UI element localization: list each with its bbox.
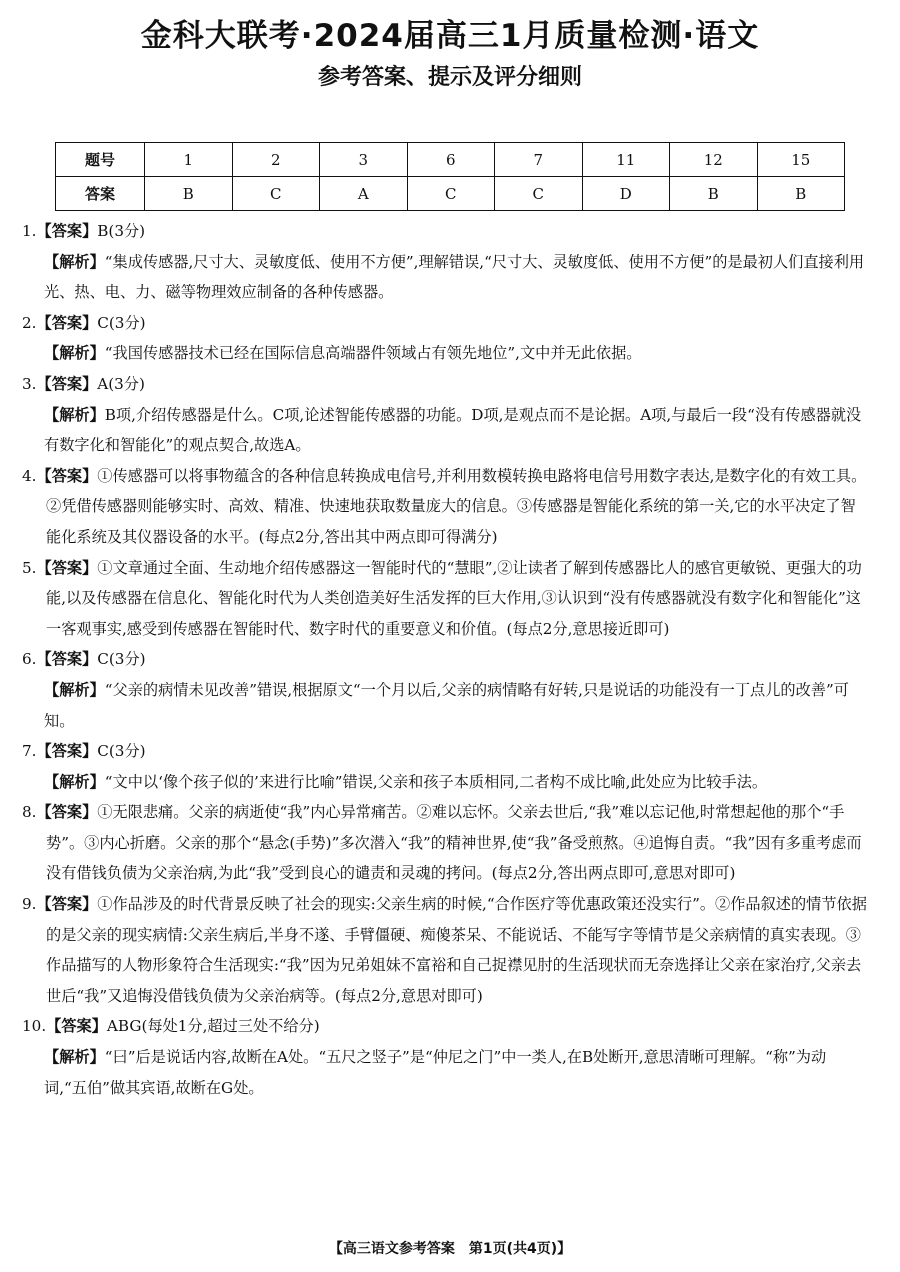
analysis-text: “曰”后是说话内容,故断在A处。“五尺之竖子”是“仲尼之门”中一类人,在B处断开,意思清晰可理解。“称”为动词,“五伯”做其宾语,故断在G处。 <box>44 1048 827 1097</box>
question-cell: 15 <box>757 143 845 177</box>
page-footer: 【高三语文参考答案 第1页(共4页)】 <box>328 1241 572 1257</box>
answer-text: ①无限悲痛。父亲的病逝使“我”内心异常痛苦。②难以忘怀。父亲去世后,“我”难以忘记他,时常想起他的那个“手势”。③内心折磨。父亲的那个“悬念(手势)”多次潜入“我”的精神世界,使“我”备受煎熬。④追悔自责。“我”因有多重考虑而没有借钱负债为父亲治病,为此“我”受到良心的谴责和灵魂的拷问。(每点2分,答出两点即可,意思对即可) <box>46 803 862 883</box>
analysis-tag: 【解析】 <box>44 680 105 699</box>
item-number: 8. <box>22 803 37 822</box>
analysis-text: “集成传感器,尺寸大、灵敏度低、使用不方便”,理解错误,“尺寸大、灵敏度低、使用不方便”的是最初人们直接利用光、热、电、力、磁等物理效应制备的各种传感器。 <box>44 252 865 302</box>
item-number: 2. <box>22 313 37 332</box>
analysis-item-6 <box>22 675 868 736</box>
answer-text: ABG(每处1分,超过三处不给分) <box>106 1017 320 1036</box>
item-number: 5. <box>22 558 37 577</box>
question-cell: 3 <box>320 143 408 177</box>
analysis-tag: 【解析】 <box>44 405 105 424</box>
answer-tag: 【答案】 <box>36 466 98 485</box>
row-label-answer: 答案 <box>56 177 145 211</box>
analysis-text: “父亲的病情未见改善”错误,根据原文“一个月以后,父亲的病情略有好转,只是说话的功能没有一丁点儿的改善”可知。 <box>44 680 849 730</box>
answer-table <box>55 142 845 211</box>
answer-tag: 【答案】 <box>36 558 98 577</box>
question-number-row <box>56 143 845 177</box>
question-cell: 1 <box>145 143 233 177</box>
answer-cell: C <box>407 177 495 211</box>
analysis-item-2 <box>22 338 868 369</box>
question-cell: 11 <box>582 143 670 177</box>
analysis-tag: 【解析】 <box>44 1048 105 1067</box>
page-subtitle: 参考答案、提示及评分细则 <box>317 65 582 90</box>
answer-text: ①作品涉及的时代背景反映了社会的现实:父亲生病的时候,“合作医疗等优惠政策还没实行”。②作品叙述的情节依据的是父亲的现实病情:父亲生病后,半身不遂、手臂僵硬、痴傻茶呆、不能说话、不能写字等情节是父亲病情的真实表现。③作品描写的人物形象符合生活现实:“我”因为兄弟姐妹不富裕和自己捉襟见肘的生活现状而无奈选择让父亲在家治疗,父亲去世后“我”又追悔没借钱负债为父亲治病等。(每点2分,意思对即可) <box>46 895 867 1005</box>
answer-item-8 <box>22 797 868 889</box>
answer-tag: 【答案】 <box>36 895 98 914</box>
question-cell: 6 <box>407 143 495 177</box>
answer-item-10 <box>22 1011 868 1042</box>
answer-tag: 【答案】 <box>36 650 98 669</box>
question-cell: 7 <box>495 143 583 177</box>
answer-cell: C <box>232 177 320 211</box>
answer-tag: 【答案】 <box>36 313 98 332</box>
answer-tag: 【答案】 <box>36 742 98 761</box>
answer-item-4 <box>22 461 868 553</box>
item-number: 4. <box>22 466 37 485</box>
answer-text: C(3分) <box>97 650 146 669</box>
answer-tag: 【答案】 <box>36 222 98 240</box>
answer-text: C(3分) <box>97 313 146 332</box>
answer-cell: C <box>495 177 583 211</box>
page-title: 金科大联考·2024届高三1月质量检测·语文 <box>140 18 760 54</box>
item-number: 6. <box>22 650 37 669</box>
answer-row <box>56 177 845 211</box>
analysis-item-7 <box>22 767 868 798</box>
item-number: 9. <box>22 895 37 914</box>
analysis-text: “文中以‘像个孩子似的’来进行比喻”错误,父亲和孩子本质相同,二者构不成比喻,此处应为比较手法。 <box>104 772 768 791</box>
answer-item-2 <box>22 308 868 339</box>
row-label-question: 题号 <box>56 143 145 177</box>
answer-text: A(3分) <box>97 374 145 393</box>
answer-tag: 【答案】 <box>36 374 98 393</box>
answer-item-6 <box>22 644 868 675</box>
analysis-text: B项,介绍传感器是什么。C项,论述智能传感器的功能。D项,是观点而不是论据。A项,与最后一段“没有传感器就没有数字化和智能化”的观点契合,故选A。 <box>44 405 862 455</box>
answer-cell: B <box>757 177 845 211</box>
analysis-text: “我国传感器技术已经在国际信息高端器件领域占有领先地位”,文中并无此依据。 <box>104 344 642 363</box>
analysis-tag: 【解析】 <box>44 344 105 363</box>
item-number: 7. <box>22 742 37 761</box>
analysis-tag: 【解析】 <box>44 252 105 271</box>
item-number: 1. <box>22 222 37 240</box>
answer-item-1 <box>22 216 868 247</box>
answer-cell: A <box>320 177 408 211</box>
question-cell: 12 <box>670 143 758 177</box>
analysis-item-3 <box>22 400 868 461</box>
answer-text: ①传感器可以将事物蕴含的各种信息转换成电信号,并利用数模转换电路将电信号用数字表达,是数字化的有效工具。②凭借传感器则能够实时、高效、精准、快速地获取数量庞大的信息。③传感器是智能化系统的第一关,它的水平决定了智能化系统及其仪器设备的水平。(每点2分,答出其中两点即可得满分) <box>46 466 867 546</box>
answer-item-5 <box>22 553 868 645</box>
answer-text: ①文章通过全面、生动地介绍传感器这一智能时代的“慧眼”,②让读者了解到传感器比人的感官更敏锐、更强大的功能,以及传感器在信息化、智能化时代为人类创造美好生活发挥的巨大作用,③认识到“没有传感器就没有数字化和智能化”这一客观事实,感受到传感器在智能时代、数字时代的重要意义和价值。(每点2分,意思接近即可) <box>46 558 862 638</box>
answer-item-9 <box>22 889 868 1011</box>
answer-tag: 【答案】 <box>36 803 98 822</box>
analysis-item-1 <box>22 247 868 308</box>
item-number: 10. <box>22 1017 47 1036</box>
item-number: 3. <box>22 374 37 393</box>
answer-text: C(3分) <box>97 742 146 761</box>
analysis-item-10 <box>22 1042 868 1103</box>
answer-cell: B <box>670 177 758 211</box>
answer-item-3 <box>22 369 868 400</box>
answer-tag: 【答案】 <box>46 1017 107 1036</box>
question-cell: 2 <box>232 143 320 177</box>
answer-cell: D <box>582 177 670 211</box>
answer-text: B(3分) <box>97 222 146 240</box>
answer-explanations <box>22 216 868 1103</box>
answer-item-7 <box>22 736 868 767</box>
answer-cell: B <box>145 177 233 211</box>
analysis-tag: 【解析】 <box>44 772 105 791</box>
